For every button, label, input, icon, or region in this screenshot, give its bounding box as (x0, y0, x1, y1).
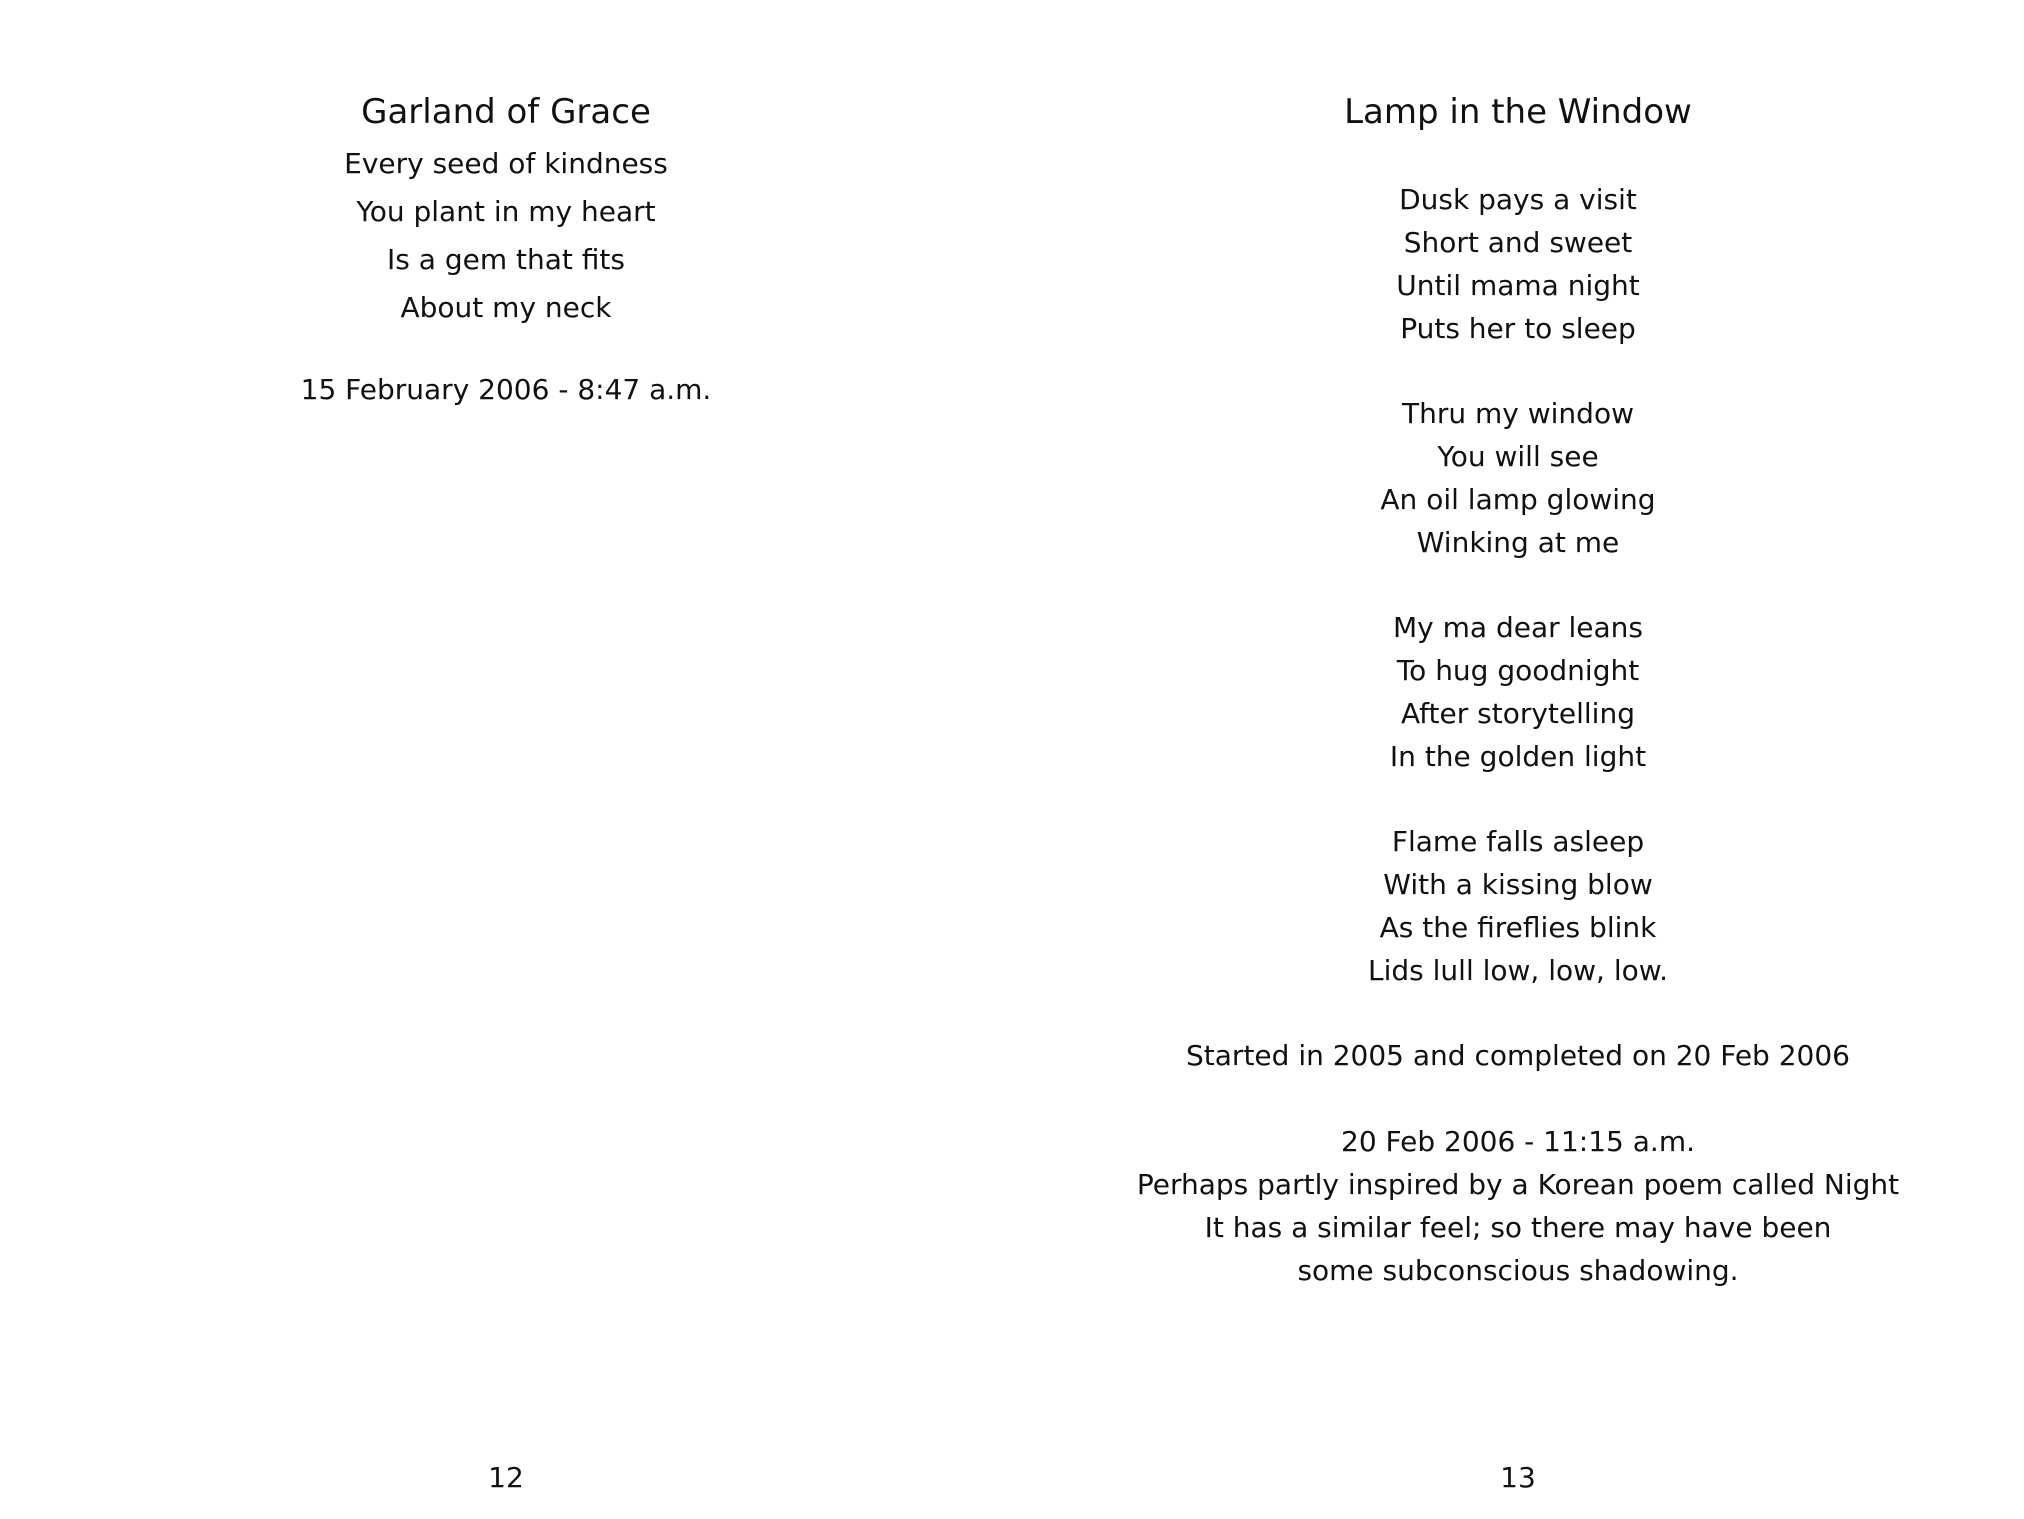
poem-line: About my neck (400, 291, 612, 324)
poem-line: Winking at me (1416, 526, 1620, 559)
page-number: 12 (488, 1461, 524, 1494)
poem-line: Dusk pays a visit (1399, 183, 1637, 216)
poem-date (0, 370, 1012, 410)
poem-stanza (1012, 606, 2024, 778)
poem-line: Puts her to sleep (1400, 312, 1636, 345)
date-text: 15 February 2006 - 8:47 a.m. (300, 373, 712, 406)
poem-line: To hug goodnight (1396, 654, 1640, 687)
right-page (1012, 0, 2024, 1519)
poem-line: In the golden light (1389, 740, 1647, 773)
note-line: 20 Feb 2006 - 11:15 a.m. (1341, 1125, 1695, 1158)
poem-line: Until mama night (1396, 269, 1640, 302)
author-note (1012, 1120, 2024, 1292)
poem-line: My ma dear leans (1392, 611, 1644, 644)
poem-stanza (1012, 820, 2024, 992)
poem-line: Flame falls asleep (1391, 825, 1645, 858)
poem-line: You will see (1437, 440, 1599, 473)
note-line: some subconscious shadowing. (1297, 1254, 1739, 1287)
poem-stanza (1012, 392, 2024, 564)
poem-line: As the fireflies blink (1379, 911, 1657, 944)
poem-stanza (1012, 178, 2024, 350)
poem-line: After storytelling (1401, 697, 1635, 730)
poem-line: With a kissing blow (1383, 868, 1653, 901)
completion-note (1012, 1034, 2024, 1077)
poem-line: Is a gem that fits (387, 243, 625, 276)
poem-line: Lids lull low, low, low. (1368, 954, 1668, 987)
poem-line: Every seed of kindness (344, 147, 668, 180)
poem-line: An oil lamp glowing (1380, 483, 1656, 516)
poem-title: Garland of Grace (361, 92, 651, 132)
poem-line: You plant in my heart (356, 195, 656, 228)
poem-line: Thru my window (1402, 397, 1634, 430)
poem-line: Short and sweet (1403, 226, 1633, 259)
page-number: 13 (1500, 1461, 1536, 1494)
poem-stanza (0, 140, 1012, 332)
note-line: Started in 2005 and completed on 20 Feb 2006 (1186, 1039, 1850, 1072)
poem-title: Lamp in the Window (1344, 92, 1692, 132)
note-line: Perhaps partly inspired by a Korean poem called Night (1136, 1168, 1900, 1201)
note-line: It has a similar feel; so there may have been (1204, 1211, 1832, 1244)
